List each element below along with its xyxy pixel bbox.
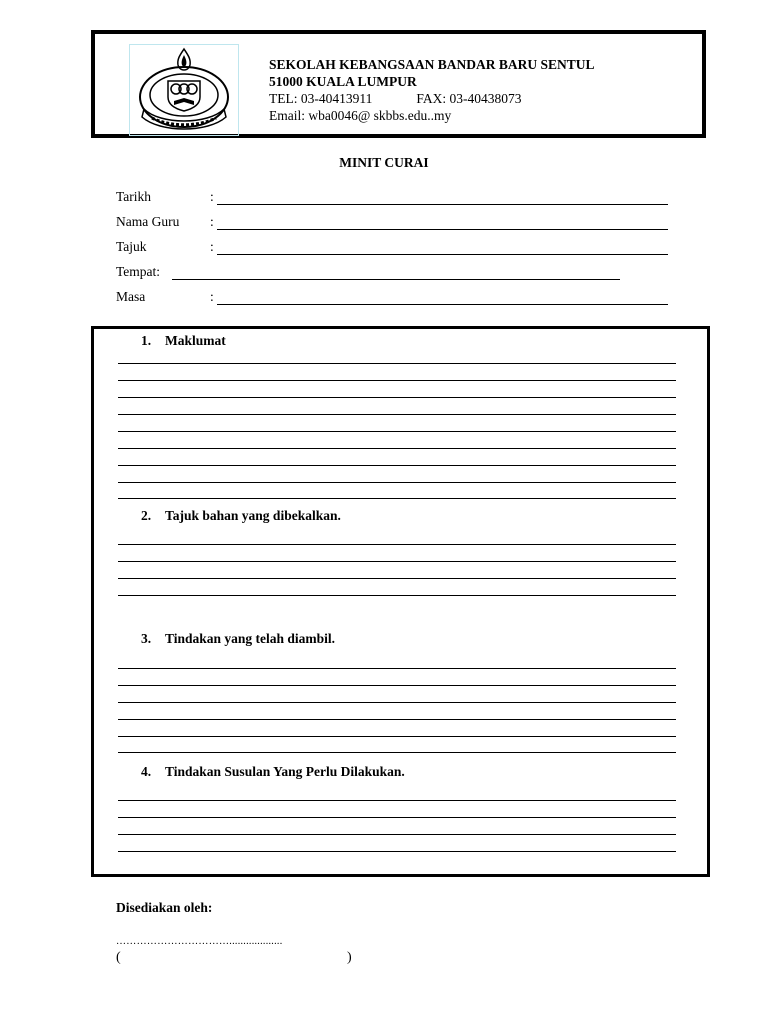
writing-line[interactable] xyxy=(118,736,676,737)
section-number: 1. xyxy=(141,333,152,348)
writing-line[interactable] xyxy=(118,851,676,852)
writing-line[interactable] xyxy=(118,431,676,432)
section-heading-tindakan-susulan xyxy=(141,764,405,780)
field-fill-line[interactable] xyxy=(217,229,668,230)
writing-line[interactable] xyxy=(118,465,676,466)
field-label: Tempat: xyxy=(116,264,161,279)
telephone-number: TEL: 03-40413911 xyxy=(269,91,373,106)
writing-line[interactable] xyxy=(118,668,676,669)
school-name: SEKOLAH KEBANGSAAN BANDAR BARU SENTUL xyxy=(269,57,595,72)
field-label: Tarikh xyxy=(116,189,152,204)
writing-line[interactable] xyxy=(118,595,676,596)
section-number: 2. xyxy=(141,508,152,523)
name-close-paren: ) xyxy=(347,950,352,965)
writing-line[interactable] xyxy=(118,498,676,499)
writing-line[interactable] xyxy=(118,561,676,562)
section-number: 3. xyxy=(141,631,152,646)
school-crest-icon xyxy=(129,44,239,136)
section-number: 4. xyxy=(141,764,152,779)
school-contact xyxy=(269,90,595,107)
writing-line[interactable] xyxy=(118,800,676,801)
page-title: MINIT CURAI xyxy=(339,155,429,170)
fax-number: FAX: 03-40438073 xyxy=(416,91,522,106)
field-colon: : xyxy=(210,214,214,229)
writing-line[interactable] xyxy=(118,397,676,398)
field-fill-line[interactable] xyxy=(217,304,668,305)
section-heading-tindakan-diambil xyxy=(141,631,335,647)
field-label: Tajuk xyxy=(116,239,147,254)
field-fill-line[interactable] xyxy=(217,204,668,205)
school-address: 51000 KUALA LUMPUR xyxy=(269,74,417,89)
field-label: Masa xyxy=(116,289,146,304)
writing-line[interactable] xyxy=(118,834,676,835)
writing-line[interactable] xyxy=(118,578,676,579)
section-heading-tajuk-bahan xyxy=(141,508,341,524)
section-title: Tajuk bahan yang dibekalkan. xyxy=(165,508,341,523)
field-label: Nama Guru xyxy=(116,214,180,229)
writing-line[interactable] xyxy=(118,719,676,720)
writing-line[interactable] xyxy=(118,685,676,686)
writing-line[interactable] xyxy=(118,702,676,703)
writing-line[interactable] xyxy=(118,363,676,364)
field-colon: : xyxy=(210,289,214,304)
prepared-by-label: Disediakan oleh: xyxy=(116,900,213,915)
field-colon: : xyxy=(210,239,214,254)
section-title: Tindakan Susulan Yang Perlu Dilakukan. xyxy=(165,764,405,779)
writing-line[interactable] xyxy=(118,482,676,483)
letterhead xyxy=(91,30,706,138)
field-fill-line[interactable] xyxy=(217,254,668,255)
writing-line[interactable] xyxy=(118,380,676,381)
field-colon: : xyxy=(210,189,214,204)
section-heading-maklumat xyxy=(141,333,226,349)
writing-line[interactable] xyxy=(118,414,676,415)
signature-dotted-line[interactable]: ……………………………................... xyxy=(116,936,283,947)
writing-line[interactable] xyxy=(118,544,676,545)
section-title: Tindakan yang telah diambil. xyxy=(165,631,336,646)
school-info xyxy=(269,56,595,124)
name-open-paren: ( xyxy=(116,950,121,965)
writing-line[interactable] xyxy=(118,752,676,753)
field-fill-line[interactable] xyxy=(172,279,620,280)
minutes-content-box xyxy=(91,326,710,877)
writing-line[interactable] xyxy=(118,448,676,449)
section-title: Maklumat xyxy=(165,333,226,348)
school-email: Email: wba0046@ skbbs.edu..my xyxy=(269,108,452,123)
writing-line[interactable] xyxy=(118,817,676,818)
